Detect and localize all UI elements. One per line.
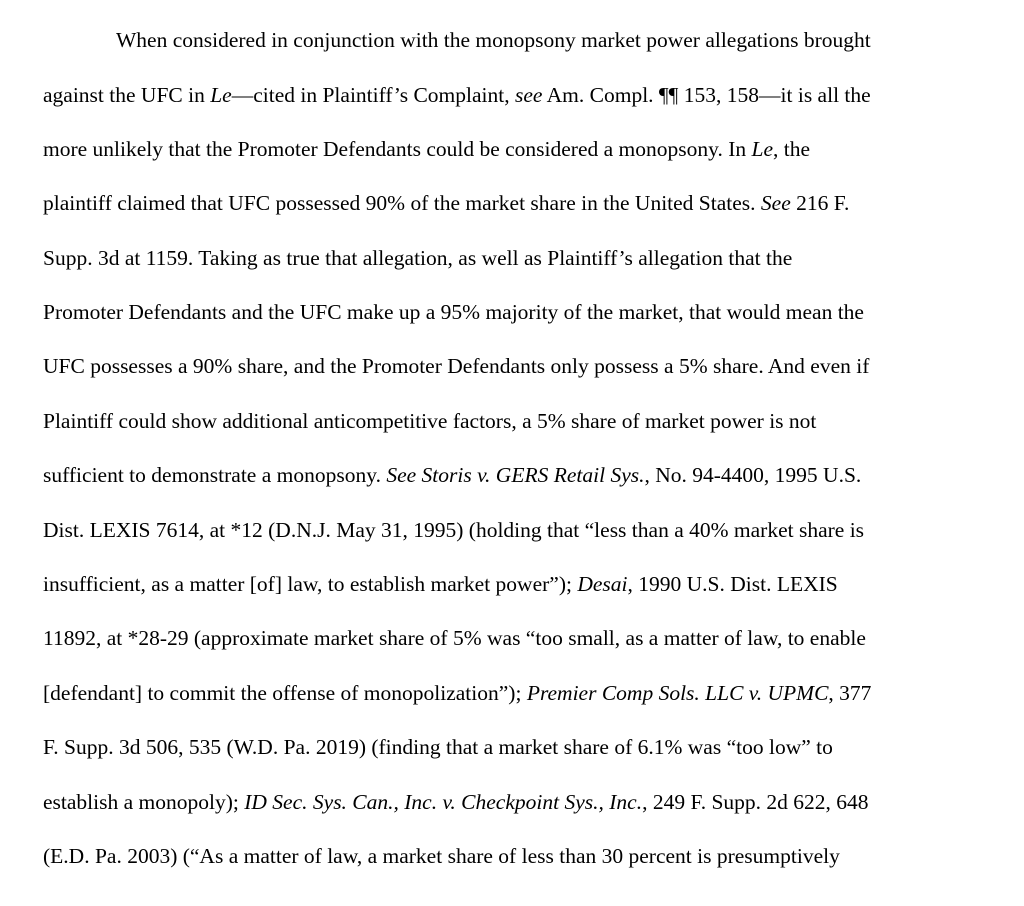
text-line (43, 407, 816, 435)
text-segment: Dist. LEXIS 7614, at *12 (D.N.J. May 31, 1995) (holding that “less than a 40% market share is (43, 518, 865, 542)
text-segment: UFC possesses a 90% share, and the Promoter Defendants only possess a 5% share. And even if (43, 354, 870, 378)
italic-text-segment: Desai (577, 572, 628, 596)
text-line (43, 842, 840, 870)
text-segment: Plaintiff could show additional anticompetitive factors, a 5% share of market power is not (43, 409, 817, 433)
text-line (43, 461, 861, 489)
text-segment: , No. 94-4400, 1995 U.S. (644, 463, 862, 487)
italic-text-segment: ID Sec. Sys. Can., Inc. v. Checkpoint Sys., Inc. (244, 790, 643, 814)
italic-text-segment: see (514, 83, 543, 107)
italic-text-segment: See Storis v. GERS Retail Sys. (386, 463, 645, 487)
text-line (43, 81, 871, 109)
text-segment: more unlikely that the Promoter Defendants could be considered a monopsony. In (43, 137, 752, 161)
text-line (43, 679, 871, 707)
text-line (43, 244, 792, 272)
text-segment: , the (773, 137, 811, 161)
text-segment: plaintiff claimed that UFC possessed 90% of the market share in the United States. (43, 191, 761, 215)
text-segment: establish a monopoly); (43, 790, 245, 814)
text-segment: [defendant] to commit the offense of monopolization”); (43, 681, 527, 705)
text-line (43, 788, 869, 816)
text-segment: —cited in Plaintiff’s Complaint, (231, 83, 515, 107)
text-line (43, 516, 864, 544)
text-line (43, 624, 866, 652)
text-segment: , 377 (828, 681, 872, 705)
text-line (43, 733, 833, 761)
text-segment: sufficient to demonstrate a monopsony. (43, 463, 387, 487)
text-line (43, 352, 869, 380)
text-line (43, 570, 838, 598)
text-line (116, 26, 871, 54)
italic-text-segment: Premier Comp Sols. LLC v. UPMC (526, 681, 829, 705)
text-line (43, 135, 810, 163)
italic-text-segment: See (760, 191, 791, 215)
text-line (43, 189, 849, 217)
text-segment: F. Supp. 3d 506, 535 (W.D. Pa. 2019) (finding that a market share of 6.1% was “too low” to (43, 735, 833, 759)
text-segment: 11892, at *28-29 (approximate market share of 5% was “too small, as a matter of law, to enable (43, 626, 866, 650)
italic-text-segment: Le (751, 137, 774, 161)
text-segment: insufficient, as a matter [of] law, to establish market power”); (43, 572, 578, 596)
text-segment: When considered in conjunction with the monopsony market power allegations brought (116, 28, 871, 52)
text-segment: 216 F. (790, 191, 850, 215)
text-segment: Promoter Defendants and the UFC make up a 95% majority of the market, that would mean the (43, 300, 864, 324)
text-segment: , 1990 U.S. Dist. LEXIS (627, 572, 838, 596)
italic-text-segment: Le (210, 83, 232, 107)
text-segment: Supp. 3d at 1159. Taking as true that allegation, as well as Plaintiff’s allegation that the (43, 246, 793, 270)
text-segment: Am. Compl. ¶¶ 153, 158—it is all the (542, 83, 871, 107)
text-segment: against the UFC in (43, 83, 211, 107)
text-segment: (E.D. Pa. 2003) (“As a matter of law, a market share of less than 30 percent is presumptively (43, 844, 840, 868)
text-line (43, 298, 864, 326)
text-segment: , 249 F. Supp. 2d 622, 648 (642, 790, 869, 814)
